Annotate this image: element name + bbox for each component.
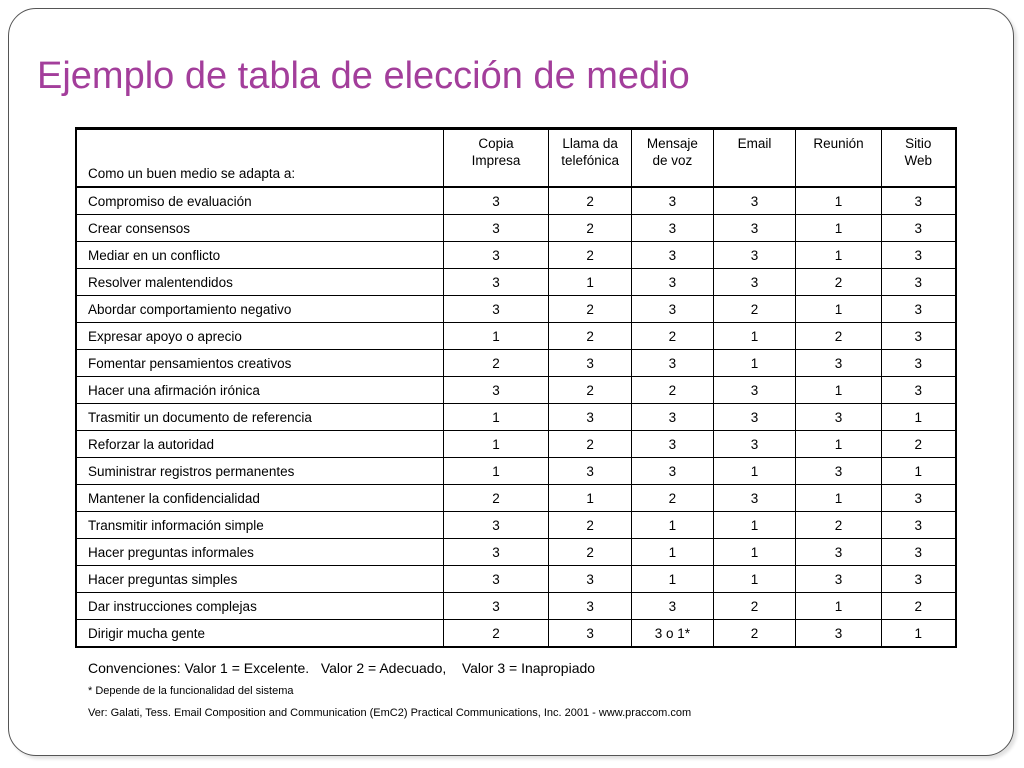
rating-cell: 1 <box>796 296 881 323</box>
rating-cell: 3 <box>881 215 956 242</box>
rating-cell: 2 <box>444 620 549 648</box>
rating-cell: 3 <box>796 566 881 593</box>
rating-cell: 1 <box>796 485 881 512</box>
rating-cell: 3 <box>548 350 631 377</box>
rating-cell: 2 <box>444 485 549 512</box>
rating-cell: 2 <box>632 323 713 350</box>
rating-cell: 2 <box>548 215 631 242</box>
column-header-line2: telefónica <box>561 153 619 168</box>
rating-cell: 3 <box>444 269 549 296</box>
rating-cell: 1 <box>444 323 549 350</box>
rating-cell: 1 <box>548 485 631 512</box>
table-row <box>76 539 956 566</box>
rating-cell: 3 <box>713 242 796 269</box>
rating-cell: 3 <box>632 215 713 242</box>
rating-cell: 3 <box>632 187 713 215</box>
rating-cell: 3 <box>713 377 796 404</box>
row-label: Compromiso de evaluación <box>76 187 444 215</box>
slide-frame <box>8 8 1014 756</box>
rating-cell: 1 <box>796 377 881 404</box>
rating-cell: 3 <box>881 242 956 269</box>
rating-cell: 3 <box>632 242 713 269</box>
row-label: Fomentar pensamientos creativos <box>76 350 444 377</box>
rating-cell: 3 <box>444 512 549 539</box>
rating-cell: 1 <box>632 566 713 593</box>
rating-cell: 3 <box>881 566 956 593</box>
column-header-line2: Web <box>904 153 933 168</box>
table-corner-label: Como un buen medio se adapta a: <box>76 129 444 188</box>
table-row <box>76 458 956 485</box>
table-row <box>76 269 956 296</box>
row-label: Crear consensos <box>76 215 444 242</box>
row-label: Hacer preguntas simples <box>76 566 444 593</box>
table-row <box>76 377 956 404</box>
rating-cell: 2 <box>881 431 956 458</box>
rating-cell: 2 <box>548 539 631 566</box>
rating-cell: 3 <box>444 187 549 215</box>
column-header-line1: Mensaje <box>646 136 698 151</box>
rating-cell: 2 <box>713 620 796 648</box>
rating-cell: 3 <box>444 593 549 620</box>
rating-cell: 3 <box>444 242 549 269</box>
rating-cell: 3 <box>881 350 956 377</box>
rating-cell: 2 <box>632 485 713 512</box>
rating-cell: 3 <box>796 458 881 485</box>
rating-cell: 3 o 1* <box>632 620 713 648</box>
row-label: Mantener la confidencialidad <box>76 485 444 512</box>
table-row <box>76 431 956 458</box>
rating-cell: 1 <box>796 593 881 620</box>
row-label: Expresar apoyo o aprecio <box>76 323 444 350</box>
row-label: Trasmitir un documento de referencia <box>76 404 444 431</box>
rating-cell: 1 <box>881 620 956 648</box>
table-row <box>76 512 956 539</box>
rating-cell: 2 <box>881 593 956 620</box>
rating-cell: 1 <box>444 404 549 431</box>
rating-cell: 3 <box>796 539 881 566</box>
footnote: * Depende de la funcionalidad del sistema <box>88 685 294 697</box>
column-header-line1: Sitio <box>905 136 932 151</box>
column-header <box>713 129 796 188</box>
table-row <box>76 350 956 377</box>
table-row <box>76 620 956 648</box>
rating-cell: 3 <box>713 215 796 242</box>
column-header <box>548 129 631 188</box>
rating-cell: 1 <box>713 512 796 539</box>
rating-cell: 3 <box>713 269 796 296</box>
column-header <box>881 129 956 188</box>
row-label: Mediar en un conflicto <box>76 242 444 269</box>
slide-title: Ejemplo de tabla de elección de medio <box>37 55 690 97</box>
rating-cell: 1 <box>881 404 956 431</box>
rating-cell: 3 <box>444 539 549 566</box>
rating-cell: 2 <box>548 242 631 269</box>
rating-cell: 3 <box>632 296 713 323</box>
rating-cell: 1 <box>713 566 796 593</box>
rating-cell: 3 <box>713 485 796 512</box>
rating-cell: 2 <box>548 512 631 539</box>
rating-cell: 1 <box>713 323 796 350</box>
column-header-line1: Email <box>737 136 772 151</box>
row-label: Hacer una afirmación irónica <box>76 377 444 404</box>
rating-cell: 1 <box>796 187 881 215</box>
rating-cell: 1 <box>796 215 881 242</box>
table-header-row <box>76 129 956 188</box>
media-selection-table <box>75 127 957 648</box>
rating-cell: 3 <box>796 620 881 648</box>
rating-cell: 2 <box>796 323 881 350</box>
rating-cell: 1 <box>444 458 549 485</box>
rating-cell: 3 <box>713 431 796 458</box>
rating-cell: 3 <box>713 187 796 215</box>
rating-cell: 1 <box>796 242 881 269</box>
rating-cell: 3 <box>881 296 956 323</box>
rating-cell: 2 <box>548 296 631 323</box>
row-label: Dar instrucciones complejas <box>76 593 444 620</box>
rating-cell: 1 <box>713 458 796 485</box>
rating-cell: 1 <box>632 539 713 566</box>
rating-cell: 2 <box>548 377 631 404</box>
rating-cell: 2 <box>548 431 631 458</box>
table-body <box>76 187 956 647</box>
table-row <box>76 485 956 512</box>
row-label: Reforzar la autoridad <box>76 431 444 458</box>
rating-cell: 1 <box>713 539 796 566</box>
rating-cell: 3 <box>881 269 956 296</box>
row-label: Suministrar registros permanentes <box>76 458 444 485</box>
column-header-line2: Impresa <box>471 153 521 168</box>
column-header <box>444 129 549 188</box>
rating-cell: 1 <box>548 269 631 296</box>
rating-cell: 3 <box>881 485 956 512</box>
rating-cell: 3 <box>881 377 956 404</box>
rating-cell: 3 <box>444 296 549 323</box>
rating-cell: 1 <box>881 458 956 485</box>
table-row <box>76 323 956 350</box>
table-row <box>76 404 956 431</box>
column-header-line1: Llama da <box>562 136 618 151</box>
table-row <box>76 187 956 215</box>
row-label: Dirigir mucha gente <box>76 620 444 648</box>
rating-cell: 3 <box>444 215 549 242</box>
rating-cell: 1 <box>632 512 713 539</box>
rating-cell: 2 <box>713 296 796 323</box>
rating-cell: 2 <box>444 350 549 377</box>
column-header-line1: Reunión <box>813 136 864 151</box>
table-row <box>76 566 956 593</box>
rating-cell: 3 <box>881 187 956 215</box>
rating-cell: 2 <box>632 377 713 404</box>
rating-cell: 2 <box>796 269 881 296</box>
rating-cell: 3 <box>444 377 549 404</box>
row-label: Abordar comportamiento negativo <box>76 296 444 323</box>
rating-cell: 2 <box>548 187 631 215</box>
table-row <box>76 593 956 620</box>
rating-cell: 3 <box>548 566 631 593</box>
rating-cell: 3 <box>548 620 631 648</box>
table-row <box>76 242 956 269</box>
rating-cell: 3 <box>548 593 631 620</box>
rating-cell: 3 <box>632 431 713 458</box>
rating-cell: 3 <box>444 566 549 593</box>
rating-cell: 2 <box>796 512 881 539</box>
rating-cell: 3 <box>632 269 713 296</box>
rating-cell: 1 <box>796 431 881 458</box>
rating-cell: 2 <box>548 323 631 350</box>
rating-cell: 3 <box>796 404 881 431</box>
rating-cell: 3 <box>548 404 631 431</box>
row-label: Transmitir información simple <box>76 512 444 539</box>
rating-cell: 3 <box>632 404 713 431</box>
rating-cell: 1 <box>713 350 796 377</box>
rating-cell: 3 <box>713 404 796 431</box>
rating-cell: 3 <box>632 350 713 377</box>
rating-cell: 3 <box>632 458 713 485</box>
column-header <box>632 129 713 188</box>
rating-cell: 3 <box>881 323 956 350</box>
rating-cell: 3 <box>548 458 631 485</box>
reference-citation: Ver: Galati, Tess. Email Composition and Communication (EmC2) Practical Communications, Inc. 2001 - www.praccom.com <box>88 707 692 719</box>
rating-cell: 3 <box>796 350 881 377</box>
table-row <box>76 296 956 323</box>
row-label: Resolver malentendidos <box>76 269 444 296</box>
column-header-line1: Copia <box>478 136 514 151</box>
row-label: Hacer preguntas informales <box>76 539 444 566</box>
table-row <box>76 215 956 242</box>
rating-cell: 1 <box>444 431 549 458</box>
rating-cell: 3 <box>632 593 713 620</box>
column-header-line2: de voz <box>652 153 693 168</box>
rating-cell: 2 <box>713 593 796 620</box>
rating-cell: 3 <box>881 512 956 539</box>
column-header <box>796 129 881 188</box>
conventions-note: Convenciones: Valor 1 = Excelente. Valor 2 = Adecuado, Valor 3 = Inapropiado <box>88 660 596 676</box>
rating-cell: 3 <box>881 539 956 566</box>
